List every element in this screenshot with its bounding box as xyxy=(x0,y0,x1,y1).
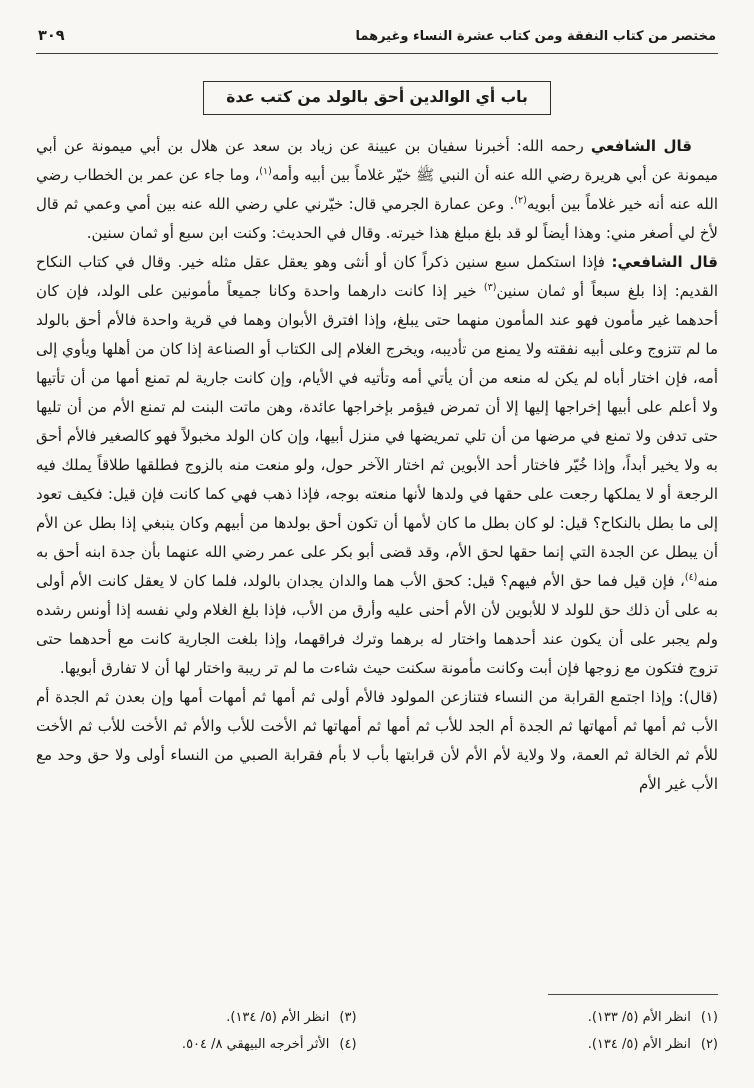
footnote-columns xyxy=(36,1004,718,1058)
speaker-lead: قال الشافعي: xyxy=(611,253,719,271)
footnote-3-text: انظر الأم (٥/ ١٣٤). xyxy=(226,1010,330,1025)
footnote-3 xyxy=(36,1004,357,1031)
footnote-4-text: الأثر أخرجه البيهقي ٨/ ٥٠٤. xyxy=(181,1037,330,1052)
footnotes xyxy=(36,994,718,1058)
footnote-column-right xyxy=(397,1004,718,1058)
page-header xyxy=(36,28,718,50)
chapter-title: باب أي الوالدين أحق بالولد من كتب عدة xyxy=(203,81,551,115)
paragraph-2-text: فإذا استكمل سبع سنين ذكراً كان أو أنثى وهو يعقل عقل مثله خير. وقال في كتاب النكاح القديم: إذا بلغ سبعاً أو ثمان سنين$^{(٣)}$ خير إذا كانت دارهما واحدة وكانا جميعاً مأمونين على الولد، فإن كان أحدهما غير مأمون فهو عند المأمون منهما حتى يبلغ، وإذا افترق الأبوان وهما في قرية واحدة فالأم أحق بالولد ما لم تتزوج وعلى أبيه نفقته ولا يمنع من تأديبه، ويخرج الغلام إلى الكتاب أو الصناعة إذا كان من أهلها ويأوي إلى أمه، فإن اختار أباه لم يكن له منعه من أن يأتي أمه وتأتيه في الأيام، وإن كانت جارية لم تمنع أمها من أن تأتيها ولا أعلم على أبيها إخراجها إليها إلا أن تمرض فيؤمر بإخراجها عائدة، وهن ماتت البنت لم تمنع الأم من أن تليها حتى تدفن ولا تمنع في مرضها من أن تلي تمريضها في منزل أبيها، وإن كان الولد مخبولاً فهو كالصغير فالأم أحق به ولا يخير أبداً، وإذا خُيّر فاختار أحد الأبوين ثم اختار الآخر حول، ولو منعت منه بالزوج فطلقها طلاقاً يملك فيه الرجعة أو لا يملكها رجعت على حقها في ولدها لأنها منعته بوجه، فإذا ذهب فهي كما كانت فإن قيل: فكيف تعود إلى ما بطل بالنكاح؟ قيل: لو كان بطل ما كان لأمها أن تكون أحق بولدها من أبيهم وكان ينبغي إذا بطل عن الأم أن يبطل عن الجدة التي إنما حقها لحق الأم، وقد قضى أبو بكر على عمر رضي الله عنهما بأن جدة ابنه أحق به منه$^{(٤)}$، فإن قيل فما حق الأم فيهم؟ قيل: كحق الأب هما والدان يجدان بالولد، فلما كان لا يعقل كانت الأم أولى به على أن ذلك حق للولد لا للأبوين لأن الأم أحنى عليه وأرق من الأب، فإذا بلغ الغلام ولي نفسه إذا أونس رشده ولم يجبر على أن يكون عند أحدهما واختار له برهما وترك فراقهما، وإذا بلغت الجارية كانت مع أحدهما حتى تزوج فتكون مع زوجها فإن أبت وكانت مأمونة سكنت حيث شاءت ما لم تر ريبة واختار لها أن لا تفارق أبويها. xyxy=(36,253,718,677)
body-text xyxy=(36,132,718,799)
footnote-3-marker: (٣) xyxy=(339,1010,357,1025)
paragraph-3 xyxy=(36,683,718,799)
paragraph-1-text: رحمه الله: أخبرنا سفيان بن عيينة عن زياد بن سعد عن هلال بن أبي ميمونة عن أبي ميمونة عن أبي هريرة رضي الله عنه أن النبي ﷺ خيّر غلاماً بين أبيه وأمه$^{(١)}$، وما جاء عن عمر بن الخطاب رضي الله عنه أنه خير غلاماً بين أبويه$^{(٢)}$. وعن عمارة الجرمي قال: خيّرني علي رضي الله عنه بين أمي وعمي ثم قال لأخ لي أصغر مني: وهذا أيضاً لو قد بلغ مبلغ هذا خيرته. وقال في الحديث: وكنت ابن سبع أو ثمان سنين. xyxy=(36,137,718,242)
footnote-2-text: انظر الأم (٥/ ١٣٤). xyxy=(587,1037,691,1052)
footnote-2 xyxy=(397,1031,718,1058)
footnote-separator xyxy=(548,994,718,995)
footnote-1 xyxy=(397,1004,718,1031)
footnote-1-text: انظر الأم (٥/ ١٣٣). xyxy=(587,1010,691,1025)
running-header: مختصر من كتاب النفقة ومن كتاب عشرة النساء وغيرهما xyxy=(355,29,716,44)
paragraph-3-text: (قال): وإذا اجتمع القرابة من النساء فتنازعن المولود فالأم أولى ثم أمها ثم أمهات أمها وإن بعدن ثم الجدة أم الأب ثم أمها ثم أمهاتها ثم الجدة أم الجد للأب ثم أمها ثم أمهاتها ثم الأخت للأب والأم ثم الأخت للأب ثم الأخت للأم ثم الخالة ثم العمة، ولا ولاية لأم الأم لأن قرابتها بأب لا بأم فقرابة الصبي من النساء أولى ولا حق وحد مع الأب غير الأم xyxy=(36,688,718,793)
footnote-4-marker: (٤) xyxy=(339,1037,357,1052)
footnote-column-left xyxy=(36,1004,357,1058)
footnote-2-marker: (٢) xyxy=(700,1037,718,1052)
header-rule xyxy=(36,53,718,54)
chapter-title-row xyxy=(36,81,718,115)
page-number: ٣٠٩ xyxy=(38,28,65,44)
footnote-4 xyxy=(36,1031,357,1058)
paragraph-1 xyxy=(36,132,718,248)
paragraph-2 xyxy=(36,248,718,683)
speaker-lead: قال الشافعي xyxy=(590,137,692,155)
footnote-1-marker: (١) xyxy=(700,1010,718,1025)
